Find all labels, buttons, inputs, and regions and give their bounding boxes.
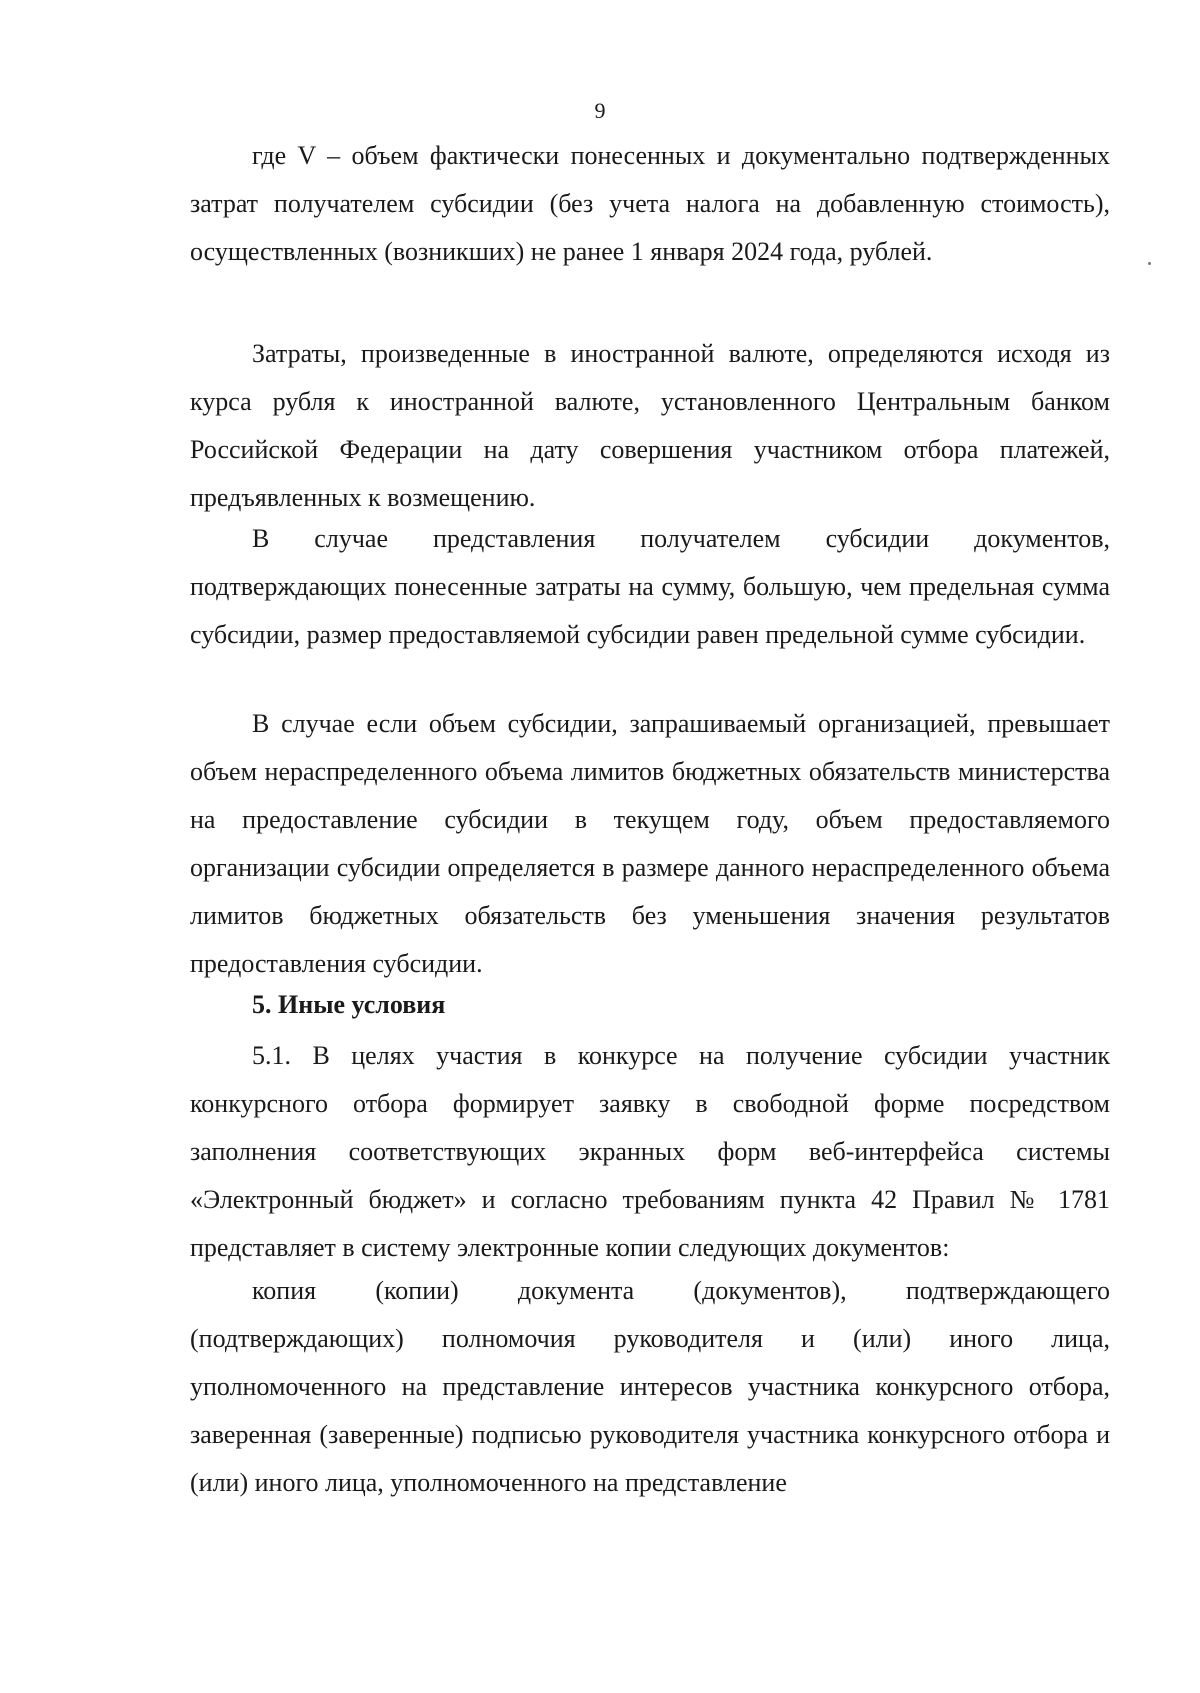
paragraph-budget-limits	[190, 700, 1110, 988]
page-number: 9	[594, 98, 606, 123]
paragraph-document-copy	[190, 1267, 1110, 1507]
paragraph-text: 5.1. В целях участия в конкурсе на получение субсидии участник конкурсного отбора формирует заявку в свободной форме посредством заполнения соответствующих экранных форм веб-интерфейса системы «Электронный бюджет» и согласно требованиям пункта 42 Правил № 1781 представляет в систему электронные копии следующих документов:	[190, 1041, 1110, 1262]
scan-speck	[1148, 262, 1151, 265]
paragraph-text: копия (копии) документа (документов), подтверждающего (подтверждающих) полномочия руководителя и (или) иного лица, уполномоченного на представление интересов участника конкурсного отбора, заверенная (заверенные) подписью руководителя участника конкурсного отбора и (или) иного лица, уполномоченного на представление	[190, 1276, 1110, 1497]
paragraph-foreign-currency	[190, 330, 1110, 522]
section-heading: 5. Иные условия	[252, 990, 446, 1019]
paragraph-text: Затраты, произведенные в иностранной валюте, определяются исходя из курса рубля к иностранной валюте, установленного Центральным банком Российской Федерации на дату совершения участником отбора платежей, предъявленных к возмещению.	[190, 339, 1110, 512]
paragraph-text: В случае представления получателем субсидии документов, подтверждающих понесенные затраты на сумму, большую, чем предельная сумма субсидии, размер предоставляемой субсидии равен предельной сумме субсидии.	[190, 524, 1110, 649]
paragraph-maximum-amount	[190, 515, 1110, 659]
paragraph-text: где V – объем фактически понесенных и документально подтвержденных затрат получателем субсидии (без учета налога на добавленную стоимость), осуществленных (возникших) не ранее 1 января 2024 года, рублей.	[190, 141, 1110, 266]
paragraph-section-5-1	[190, 1032, 1110, 1272]
paragraph-text: В случае если объем субсидии, запрашиваемый организацией, превышает объем нераспределенного объема лимитов бюджетных обязательств министерства на предоставление субсидии в текущем году, объем предоставляемого организации субсидии определяется в размере данного нераспределенного объема лимитов бюджетных обязательств без уменьшения значения результатов предоставления субсидии.	[190, 709, 1110, 978]
paragraph-definition	[190, 132, 1110, 276]
